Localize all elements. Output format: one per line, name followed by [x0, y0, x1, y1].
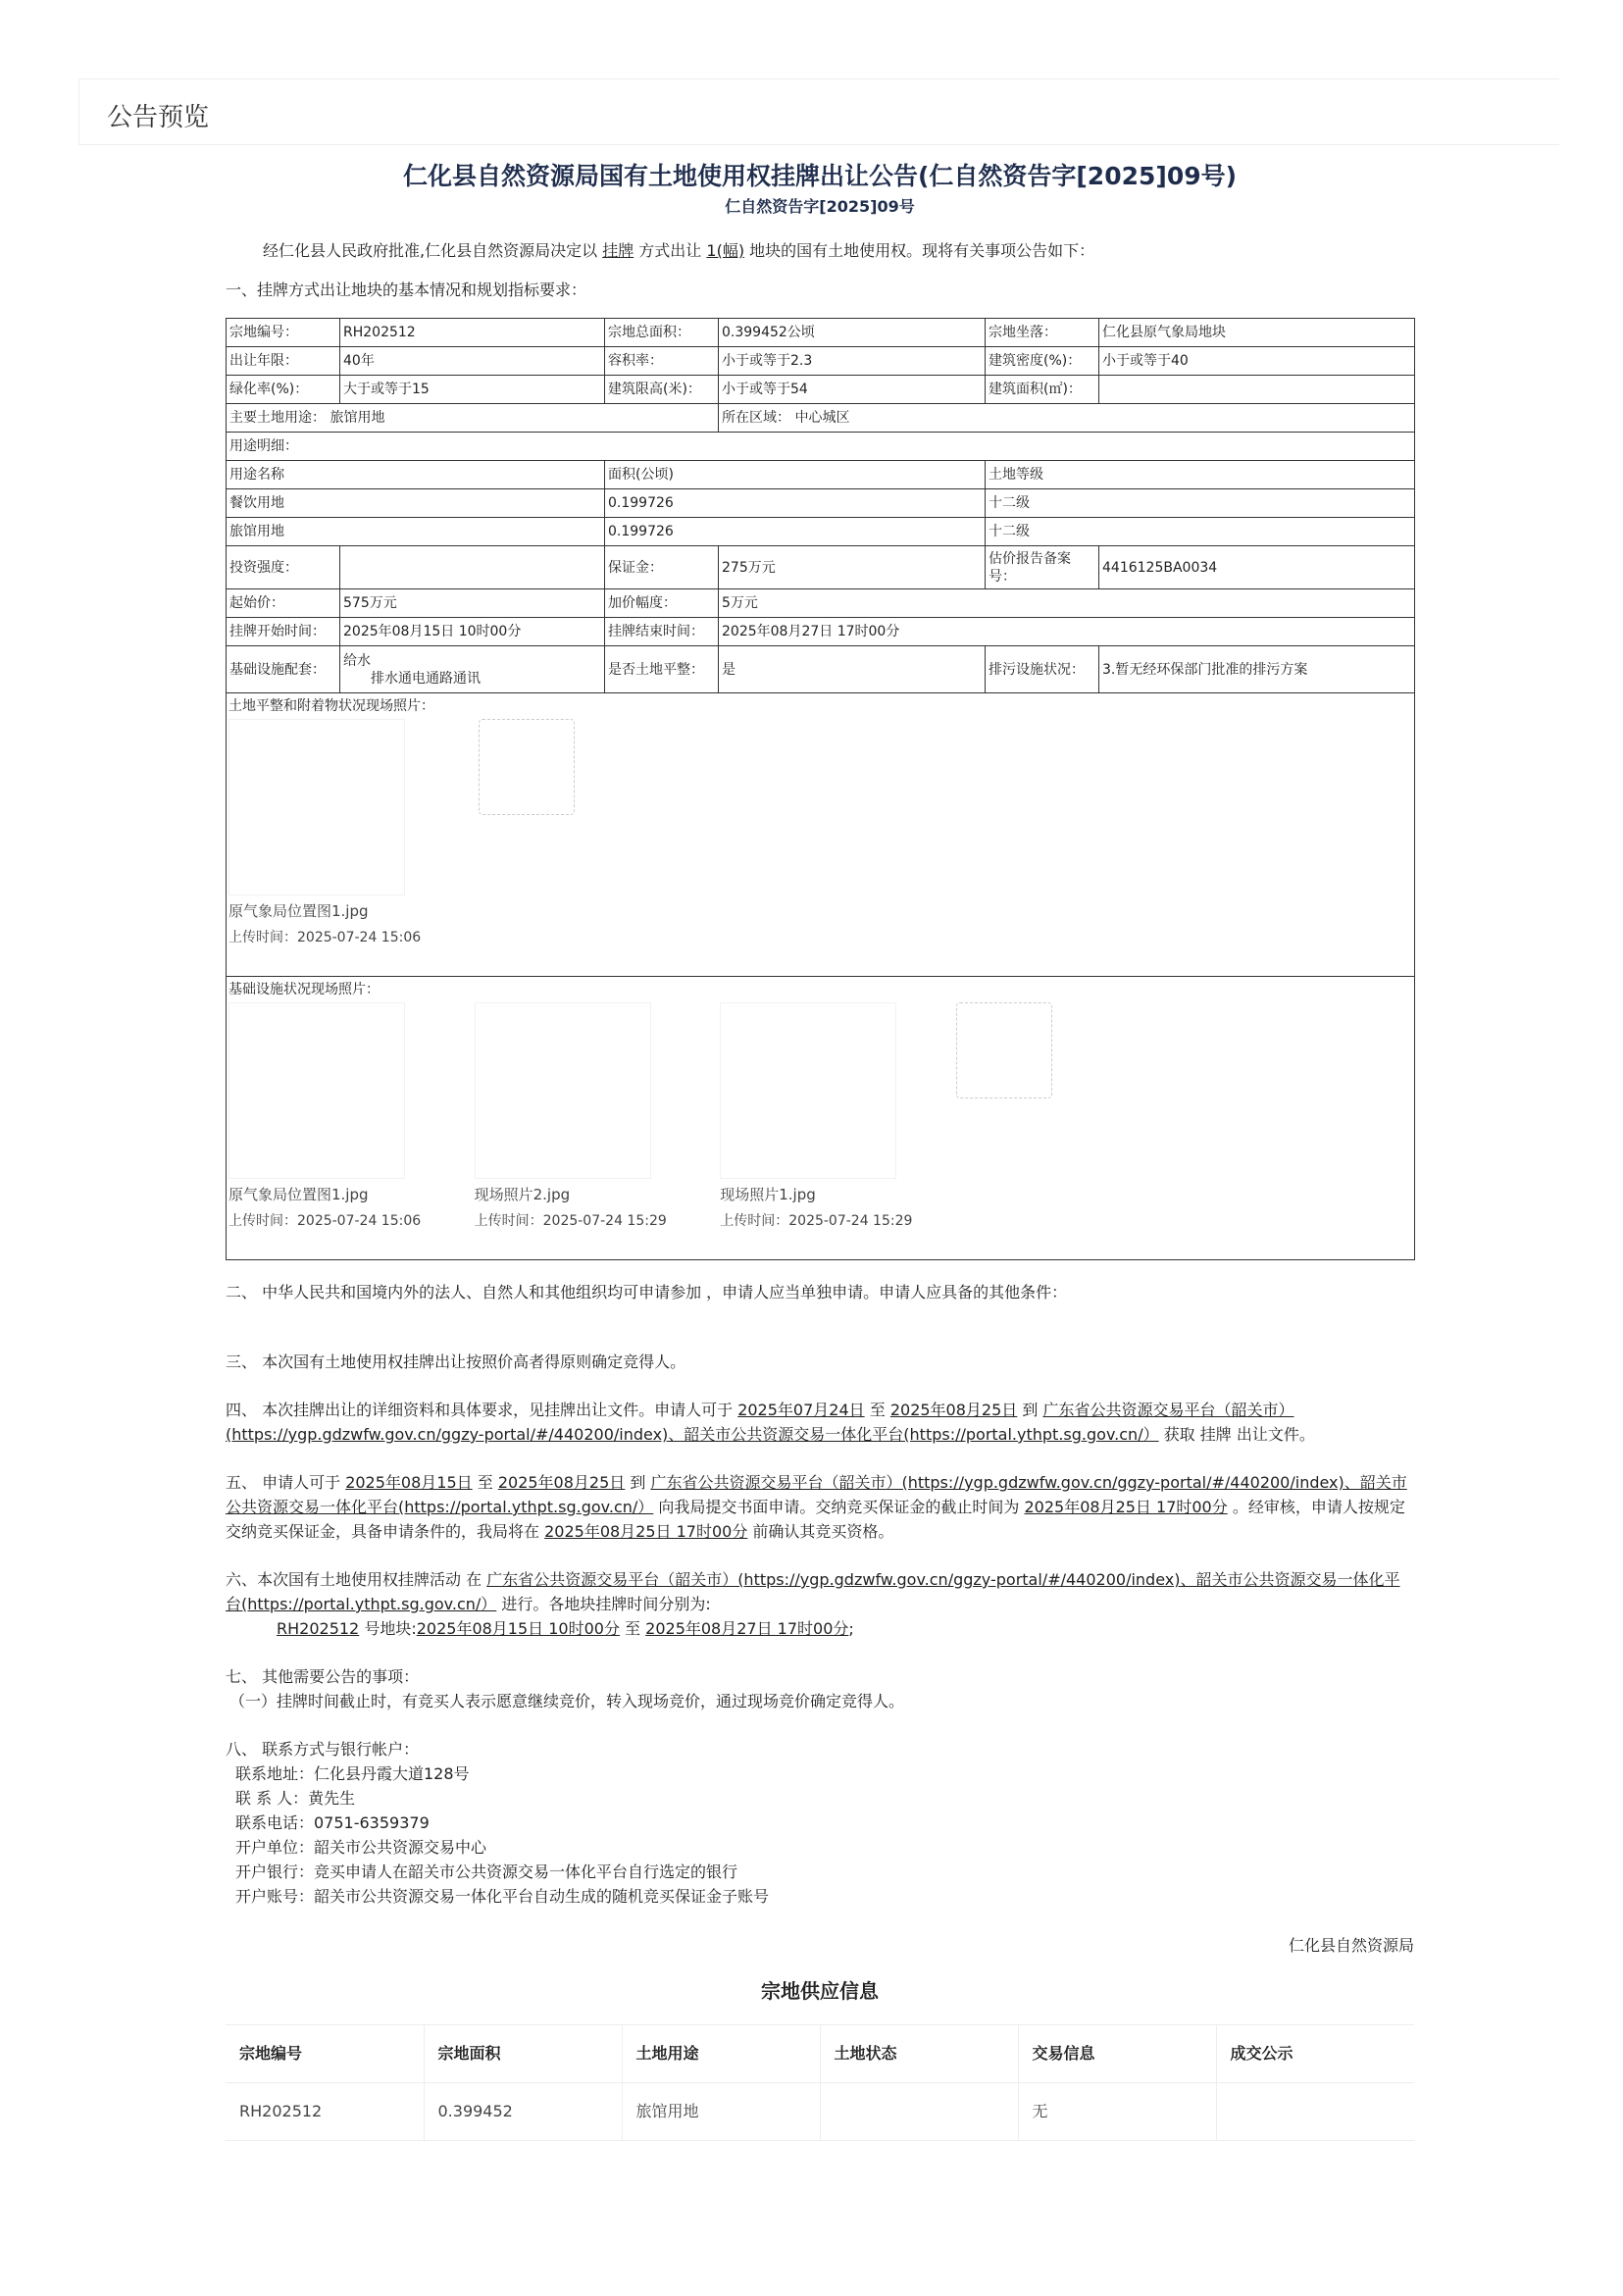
- area-cell: 所在区域： 中心城区: [719, 404, 1415, 433]
- preview-header: [78, 78, 1559, 145]
- photos-flat-cell: [227, 693, 1415, 977]
- section-3: 三、 本次国有土地使用权挂牌出让按照价高者得原则确定竞得人。: [226, 1352, 686, 1371]
- column-header: 宗地面积: [424, 2025, 622, 2083]
- table-row: [227, 977, 1415, 1260]
- value-cell: 4416125BA0034: [1099, 546, 1415, 589]
- photo-placeholder: [956, 1002, 1052, 1098]
- label-cell: 投资强度：: [227, 546, 340, 589]
- table-row: [227, 461, 1415, 489]
- document-subtitle: 仁自然资告字[2025]09号: [725, 197, 915, 216]
- label-cell: 起始价：: [227, 589, 340, 618]
- s5-date-start: 2025年08月15日: [345, 1473, 473, 1492]
- photo-time: 上传时间：2025-07-24 15:06: [228, 930, 422, 945]
- photo-time: 上传时间：2025-07-24 15:29: [474, 1213, 667, 1229]
- photo-thumbnail[interactable]: [720, 1002, 896, 1179]
- table-row: [227, 518, 1415, 546]
- section-1-heading: 一、挂牌方式出让地块的基本情况和规划指标要求：: [226, 281, 587, 299]
- value-cell: RH202512: [340, 319, 605, 347]
- s4-text: 四、 本次挂牌出让的详细资料和具体要求，见挂牌出让文件。申请人可于: [226, 1401, 738, 1419]
- table-cell: 0.399452: [424, 2083, 622, 2141]
- use-detail-cell: 用途明细：: [227, 433, 1415, 461]
- photo-name: 现场照片1.jpg: [720, 1186, 816, 1203]
- supply-table: [226, 2024, 1414, 2141]
- label-cell: 建筑限高(米)：: [605, 376, 719, 404]
- intro-paragraph: [226, 239, 1414, 263]
- table-row: [227, 489, 1415, 518]
- intro-prefix: 经仁化县人民政府批准,仁化县自然资源局决定以: [263, 241, 603, 260]
- table-row: [227, 618, 1415, 646]
- label-cell: 建筑面积(㎡)：: [986, 376, 1099, 404]
- contact-list: [226, 1761, 1414, 1909]
- infra-water: 给水: [343, 652, 371, 669]
- intro-suffix: 地块的国有土地使用权。现将有关事项公告如下：: [744, 241, 1095, 260]
- value-cell: 小于或等于2.3: [719, 347, 986, 376]
- label-cell: 挂牌开始时间：: [227, 618, 340, 646]
- table-cell: 旅馆用地: [622, 2083, 820, 2141]
- image-placeholder-icon: [479, 719, 575, 815]
- table-cell: [1216, 2083, 1414, 2141]
- value-cell: [340, 546, 605, 589]
- table-row: [227, 589, 1415, 618]
- section-7-item-1: （一）挂牌时间截止时，有竞买人表示愿意继续竞价，转入现场竞价，通过现场竞价确定竞得人。: [229, 1692, 905, 1710]
- s6-text: ;: [848, 1619, 854, 1638]
- s6-parcel-code: RH202512: [277, 1619, 360, 1638]
- contact-line: 联系电话：0751-6359379: [235, 1813, 430, 1832]
- value-cell: 3.暂无经环保部门批准的排污方案: [1099, 646, 1415, 693]
- document-title: 仁化县自然资源局国有土地使用权挂牌出让公告(仁自然资告字[2025]09号): [402, 162, 1238, 190]
- label-cell: 宗地总面积：: [605, 319, 719, 347]
- label-cell: 容积率：: [605, 347, 719, 376]
- label-cell: 是否土地平整：: [605, 646, 719, 693]
- use-name: 旅馆用地: [227, 518, 605, 546]
- label-cell: 排污设施状况：: [986, 646, 1099, 693]
- label-cell: 基础设施配套：: [227, 646, 340, 693]
- s5-text: 至: [472, 1473, 498, 1492]
- photo-name: 原气象局位置图1.jpg: [228, 1186, 369, 1203]
- s4-text: 获取 挂牌 出让文件。: [1158, 1425, 1315, 1444]
- contact-line: 开户账号：韶关市公共资源交易一体化平台自动生成的随机竞买保证金子账号: [235, 1887, 770, 1906]
- value-cell: 小于或等于40: [1099, 347, 1415, 376]
- table-row: [227, 319, 1415, 347]
- s5-date-end: 2025年08月25日: [497, 1473, 626, 1492]
- value-cell: 40年: [340, 347, 605, 376]
- intro-count: 1(幅): [706, 241, 745, 260]
- value-cell: 275万元: [719, 546, 986, 589]
- label-cell: 绿化率(%)：: [227, 376, 340, 404]
- photos-infra-list: [228, 1002, 1412, 1234]
- use-grade: 十二级: [986, 518, 1415, 546]
- value-cell: 0.399452公顷: [719, 319, 986, 347]
- supply-title: 宗地供应信息: [761, 1979, 879, 2003]
- section-7: 七、 其他需要公告的事项：: [226, 1667, 420, 1686]
- value-cell: 2025年08月15日 10时00分: [340, 618, 605, 646]
- photo-item[interactable]: [228, 1002, 421, 1234]
- table-row: [227, 646, 1415, 693]
- value-cell: 小于或等于54: [719, 376, 986, 404]
- label-cell: 挂牌结束时间：: [605, 618, 719, 646]
- table-row: [227, 546, 1415, 589]
- section-4: [226, 1398, 1414, 1447]
- s5-platform-link[interactable]: 广东省公共资源交易平台（韶关市）(https://ygp.gdzwfw.gov.cn/ggzy-portal/#/440200/index)、韶关市公共资源交易一体化平台(https://portal.ythpt.sg.gov.cn/）: [226, 1473, 1407, 1516]
- column-header: 成交公示: [1216, 2025, 1414, 2083]
- value-cell: 5万元: [719, 589, 1415, 618]
- column-header: 土地状态: [820, 2025, 1018, 2083]
- photo-item[interactable]: [228, 719, 421, 950]
- photo-item[interactable]: [475, 1002, 667, 1234]
- land-info-table: [226, 318, 1415, 1260]
- s5-text: 向我局提交书面申请。交纳竞买保证金的截止时间为: [653, 1498, 1025, 1516]
- value-cell: [1099, 376, 1415, 404]
- use-grade: 十二级: [986, 489, 1415, 518]
- photo-thumbnail[interactable]: [228, 1002, 405, 1179]
- photos-infra-cell: [227, 977, 1415, 1260]
- use-area: 0.199726: [605, 518, 986, 546]
- photos-flat-label: 土地平整和附着物状况现场照片：: [228, 698, 434, 714]
- contact-line: 联 系 人：黄先生: [235, 1789, 356, 1808]
- section-6: [226, 1567, 1414, 1616]
- main-use-cell: 主要土地用途： 旅馆用地: [227, 404, 719, 433]
- use-name: 餐饮用地: [227, 489, 605, 518]
- photos-flat-list: [228, 719, 1412, 950]
- s6-text: 至: [619, 1619, 646, 1638]
- label-cell: 宗地坐落：: [986, 319, 1099, 347]
- contact-line: 开户银行：竞买申请人在韶关市公共资源交易一体化平台自行选定的银行: [235, 1862, 738, 1881]
- contact-line: 联系地址：仁化县丹霞大道128号: [235, 1764, 470, 1783]
- intro-mid: 方式出让: [634, 241, 707, 260]
- value-cell: 2025年08月27日 17时00分: [719, 618, 1415, 646]
- table-row: [227, 347, 1415, 376]
- s5-text: 到: [625, 1473, 651, 1492]
- s5-text: 五、 申请人可于: [226, 1473, 346, 1492]
- s4-platform-link[interactable]: 广东省公共资源交易平台（韶关市）(https://ygp.gdzwfw.gov.cn/ggzy-portal/#/440200/index)、韶关市公共资源交易一体化平台(https://portal.ythpt.sg.gov.cn/）: [226, 1401, 1294, 1444]
- value-cell: 大于或等于15: [340, 376, 605, 404]
- table-row: [227, 693, 1415, 977]
- s6-text: 号地块:: [359, 1619, 417, 1638]
- s5-deposit-deadline: 2025年08月25日 17时00分: [1024, 1498, 1228, 1516]
- column-header: 土地用途: [622, 2025, 820, 2083]
- value-cell: 仁化县原气象局地块: [1099, 319, 1415, 347]
- table-row: [227, 433, 1415, 461]
- table-cell: [820, 2083, 1018, 2141]
- table-header-row: [226, 2025, 1414, 2083]
- label-cell: 估价报告备案号：: [986, 546, 1099, 589]
- image-placeholder-icon: [956, 1002, 1052, 1098]
- signer: 仁化县自然资源局: [1288, 1936, 1414, 1955]
- column-header: 交易信息: [1018, 2025, 1216, 2083]
- table-cell: 无: [1018, 2083, 1216, 2141]
- label-cell: 出让年限：: [227, 347, 340, 376]
- infra-cell: [340, 646, 605, 693]
- infra-other: 排水通电通路通讯: [371, 670, 481, 687]
- s5-confirm-deadline: 2025年08月25日 17时00分: [544, 1522, 748, 1541]
- use-head-name: 用途名称: [227, 461, 605, 489]
- use-area: 0.199726: [605, 489, 986, 518]
- s6-time-end: 2025年08月27日 17时00分: [645, 1619, 849, 1638]
- header-title: 公告预览: [107, 103, 210, 132]
- label-cell: 加价幅度：: [605, 589, 719, 618]
- photo-name: 原气象局位置图1.jpg: [228, 902, 369, 920]
- photo-time: 上传时间：2025-07-24 15:06: [228, 1213, 422, 1229]
- table-row: [227, 404, 1415, 433]
- value-cell: 是: [719, 646, 986, 693]
- photo-time: 上传时间：2025-07-24 15:29: [720, 1213, 913, 1229]
- s5-text: 。经审核，申请人按规定交纳竞买保证金，具备申请条件的，我局将在: [226, 1498, 1405, 1541]
- s5-text: 前确认其竞买资格。: [747, 1522, 894, 1541]
- s4-text: 到: [1017, 1401, 1043, 1419]
- use-head-grade: 土地等级: [986, 461, 1415, 489]
- table-row: [227, 376, 1415, 404]
- section-8: 八、 联系方式与银行帐户：: [226, 1740, 420, 1759]
- use-head-area: 面积(公顷): [605, 461, 986, 489]
- intro-method: 挂牌: [602, 241, 634, 260]
- s4-date-end: 2025年08月25日: [889, 1401, 1018, 1419]
- section-2: 二、 中华人民共和国境内外的法人、自然人和其他组织均可申请参加 ，申请人应当单独申请。申请人应具备的其他条件：: [226, 1283, 1068, 1301]
- contact-line: 开户单位：韶关市公共资源交易中心: [235, 1838, 487, 1857]
- section-5: [226, 1470, 1414, 1544]
- announcement-document: [226, 157, 1414, 2141]
- label-cell: 建筑密度(%)：: [986, 347, 1099, 376]
- section-6-schedule: [226, 1616, 1414, 1641]
- table-row: [226, 2083, 1414, 2141]
- value-cell: 575万元: [340, 589, 605, 618]
- photo-name: 现场照片2.jpg: [474, 1186, 571, 1203]
- label-cell: 保证金：: [605, 546, 719, 589]
- column-header: 宗地编号: [226, 2025, 424, 2083]
- photo-thumbnail[interactable]: [475, 1002, 651, 1179]
- photos-infra-label: 基础设施状况现场照片：: [228, 982, 380, 997]
- s6-text: 六、本次国有土地使用权挂牌活动 在: [226, 1570, 487, 1589]
- photo-thumbnail[interactable]: [228, 719, 405, 895]
- label-cell: 宗地编号：: [227, 319, 340, 347]
- photo-item[interactable]: [720, 1002, 912, 1234]
- s4-text: 至: [864, 1401, 890, 1419]
- table-cell: RH202512: [226, 2083, 424, 2141]
- photo-placeholder: [479, 719, 575, 815]
- s6-platform-link[interactable]: 广东省公共资源交易平台（韶关市）(https://ygp.gdzwfw.gov.cn/ggzy-portal/#/440200/index)、韶关市公共资源交易一体化平台(https://portal.ythpt.sg.gov.cn/）: [226, 1570, 1400, 1613]
- s4-date-start: 2025年07月24日: [737, 1401, 865, 1419]
- s6-time-start: 2025年08月15日 10时00分: [416, 1619, 620, 1638]
- s6-text: 进行。各地块挂牌时间分别为:: [496, 1595, 711, 1613]
